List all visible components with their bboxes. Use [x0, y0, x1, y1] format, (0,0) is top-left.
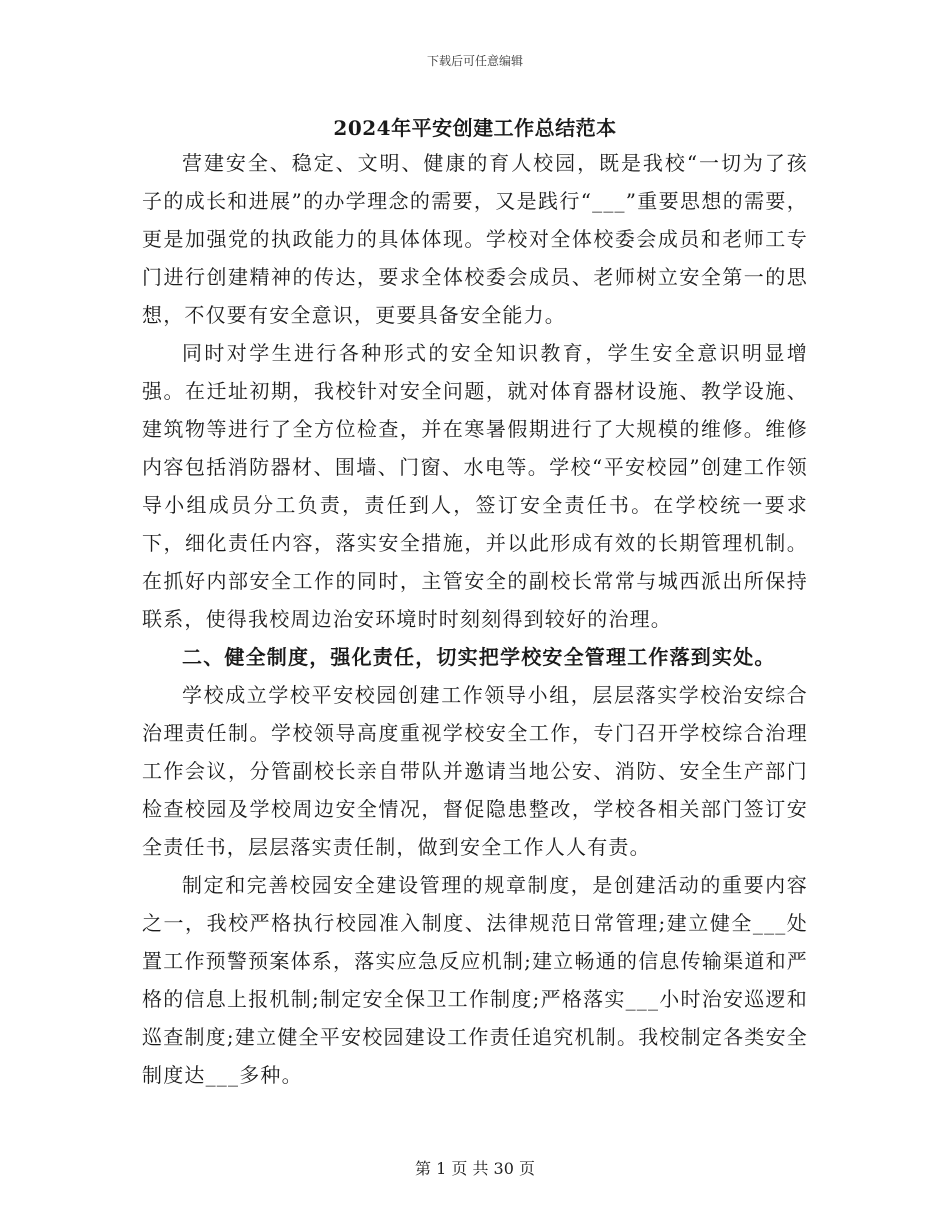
- paragraph-safety-education: 同时对学生进行各种形式的安全知识教育，学生安全意识明显增强。在迁址初期，我校针对安全问题，就对体育器材设施、教学设施、建筑物等进行了全方位检查，并在寒暑假期进行了大规模的维修。维修内容包括消防器材、围墙、门窗、水电等。学校“平安校园”创建工作领导小组成员分工负责，责任到人，签订安全责任书。在学校统一要求下，细化责任内容，落实安全措施，并以此形成有效的长期管理机制。在抓好内部安全工作的同时，主管安全的副校长常常与城西派出所保持联系，使得我校周边治安环境时时刻刻得到较好的治理。: [142, 341, 808, 631]
- paragraph-intro: 营建安全、稳定、文明、健康的育人校园，既是我校“一切为了孩子的成长和进展”的办学理念的需要，又是践行“___”重要思想的需要，更是加强党的执政能力的具体体现。学校对全体校委会成员和老师工专门进行创建精神的传达，要求全体校委会成员、老师树立安全第一的思想，不仅要有安全意识，更要具备安全能力。: [142, 151, 808, 327]
- paragraph-leadership-group: 学校成立学校平安校园创建工作领导小组，层层落实学校治安综合治理责任制。学校领导高度重视学校安全工作，专门召开学校综合治理工作会议，分管副校长亲自带队并邀请当地公安、消防、安全生产部门检查校园及学校周边安全情况，督促隐患整改，学校各相关部门签订安全责任书，层层落实责任制，做到安全工作人人有责。: [142, 683, 808, 859]
- document-body: [142, 144, 808, 1094]
- page-header-note: 下载后可任意编辑: [426, 54, 523, 68]
- page-number: 第 1 页 共 30 页: [415, 1159, 535, 1178]
- document-title: 2024年平安创建工作总结范本: [333, 116, 617, 140]
- paragraph-rules-system: 制定和完善校园安全建设管理的规章制度，是创建活动的重要内容之一，我校严格执行校园准入制度、法律规范日常管理;建立健全___处置工作预警预案体系，落实应急反应机制;建立畅通的信息传输渠道和严格的信息上报机制;制定安全保卫工作制度;严格落实___小时治安巡逻和巡查制度;建立健全平安校园建设工作责任追究机制。我校制定各类安全制度达___多种。: [142, 873, 808, 1087]
- section-heading-2: 二、健全制度，强化责任，切实把学校安全管理工作落到实处。: [182, 645, 776, 669]
